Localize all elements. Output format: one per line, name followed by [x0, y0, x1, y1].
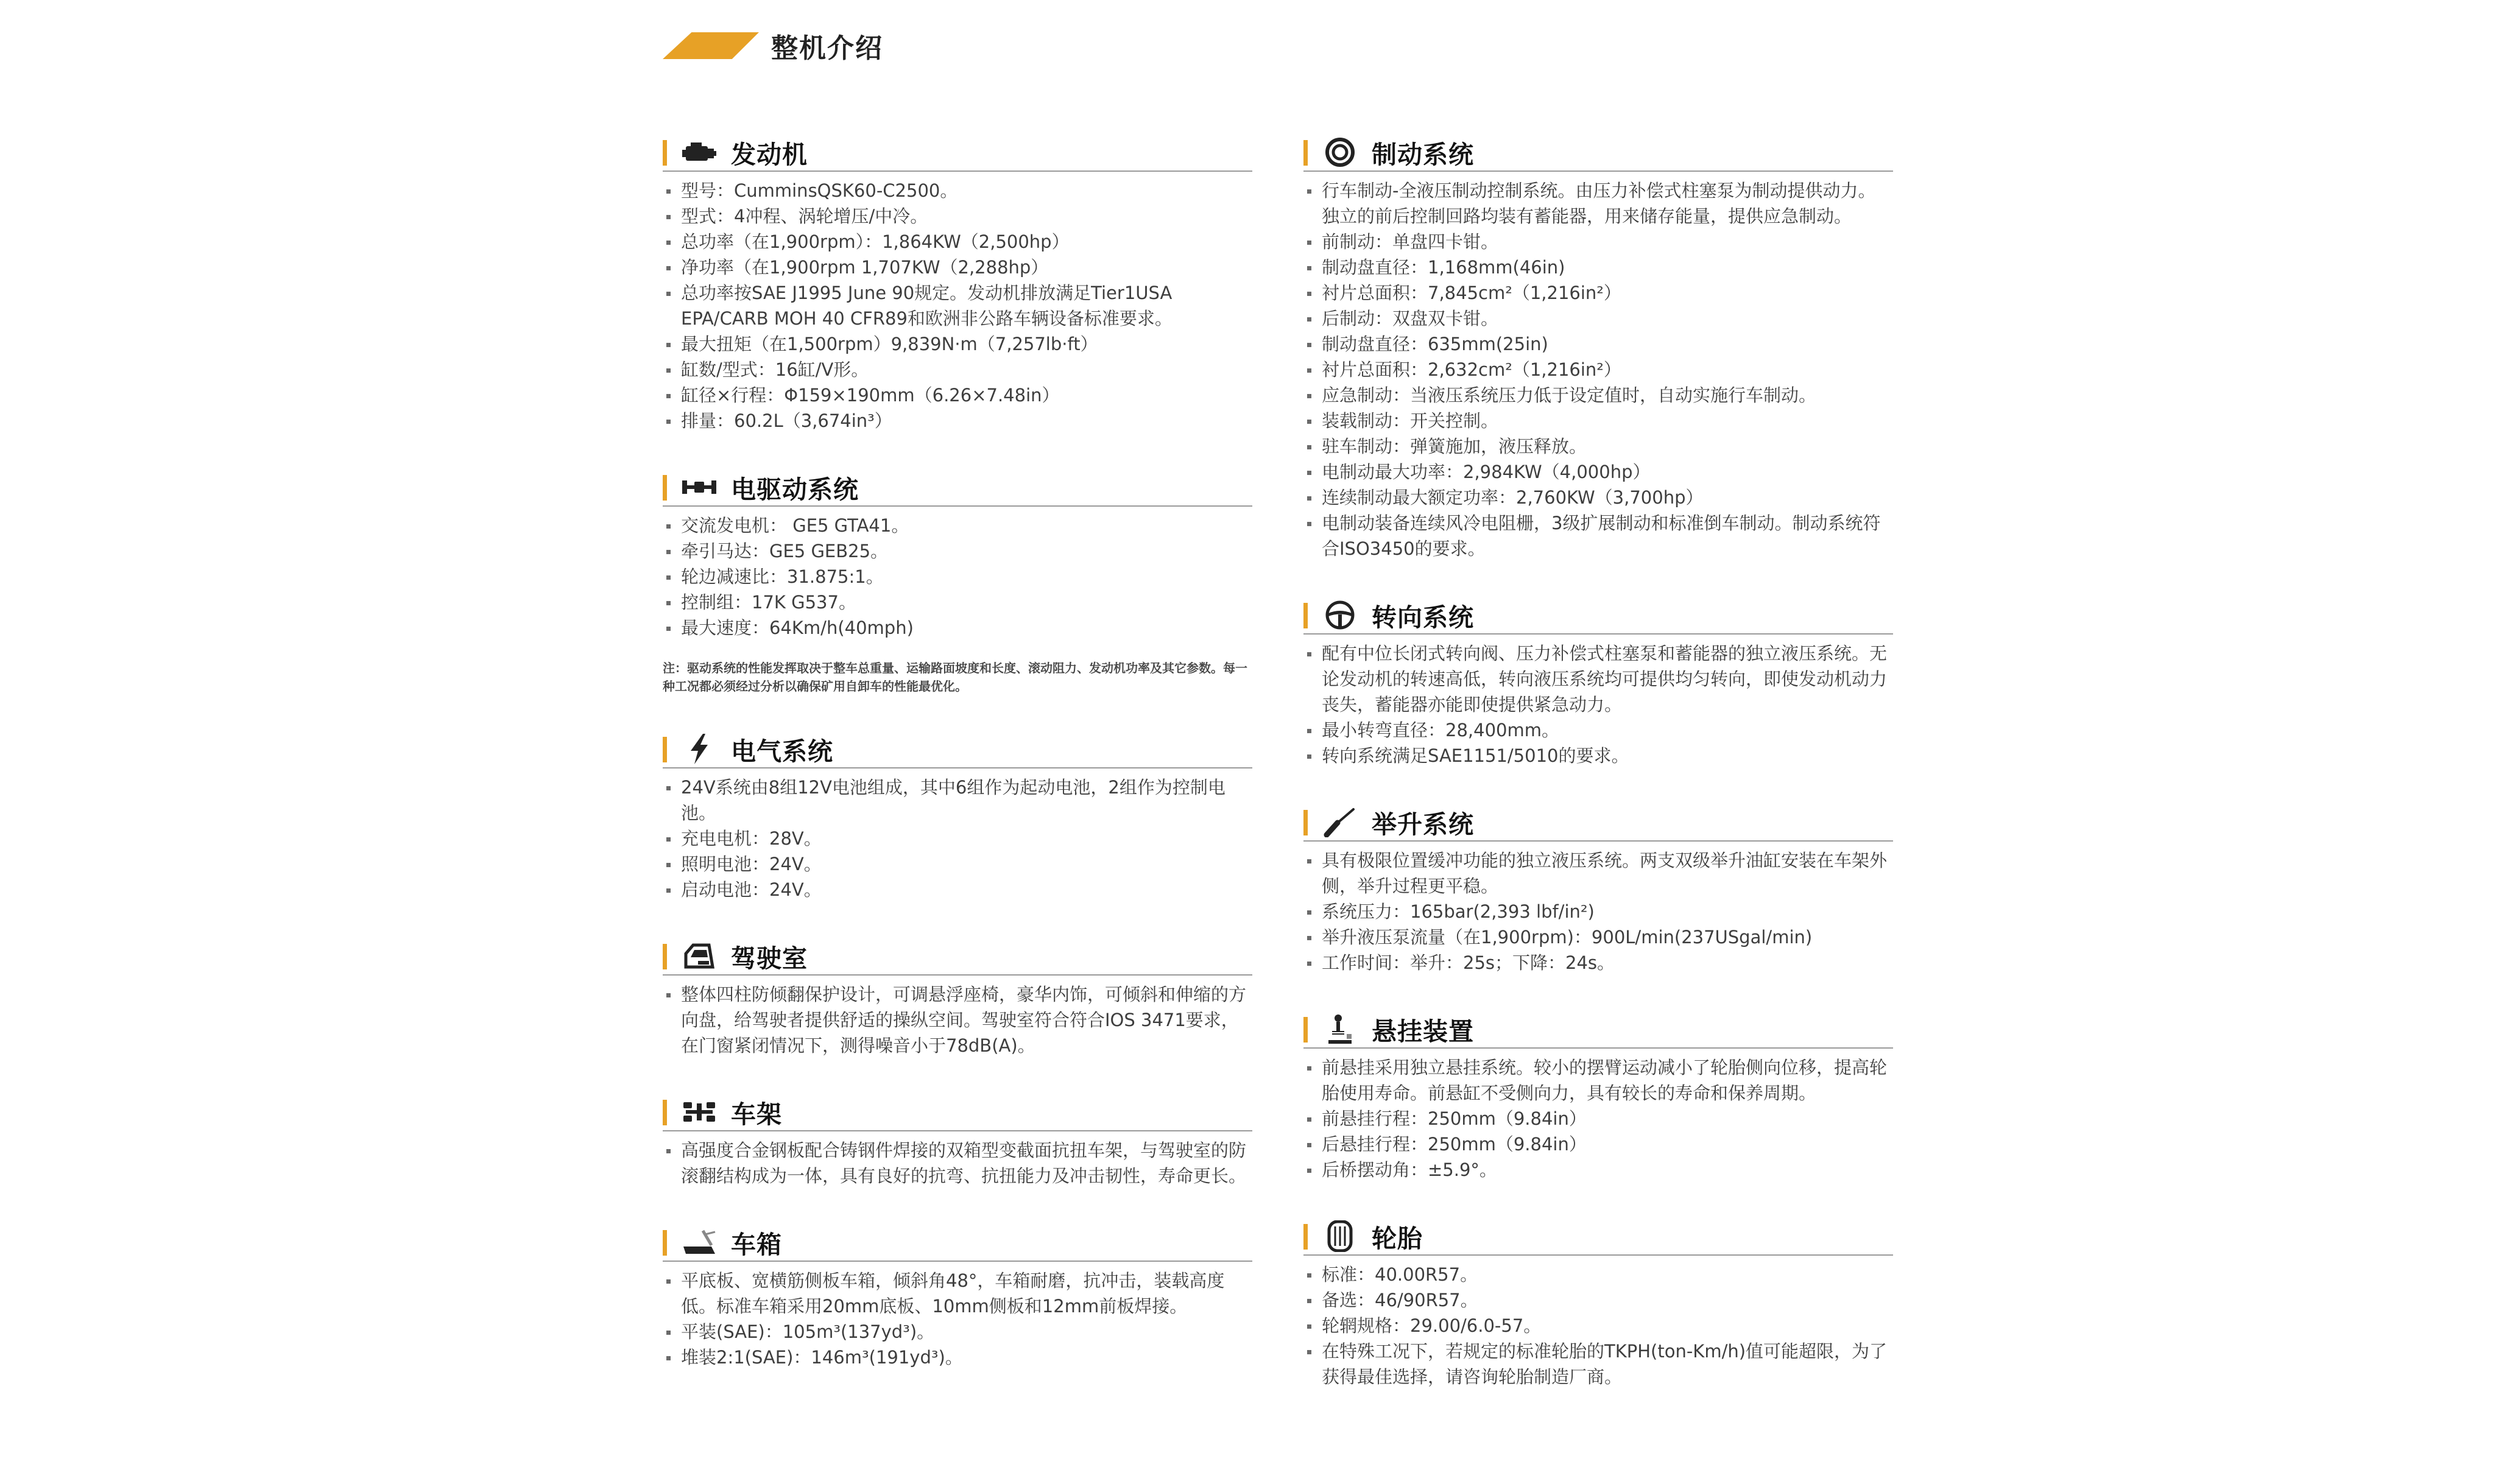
list-item: 控制组：17K G537。 [663, 589, 1252, 615]
spec-list [1303, 178, 1893, 561]
list-item: 衬片总面积：7,845cm²（1,216in²） [1303, 280, 1893, 306]
spec-list [1303, 1262, 1893, 1390]
section-title: 制动系统 [1372, 139, 1474, 169]
list-item: 备选：46/90R57。 [1303, 1287, 1893, 1313]
section-title: 发动机 [731, 139, 808, 169]
list-item: 转向系统满足SAE1151/5010的要求。 [1303, 743, 1893, 768]
section-cab [663, 938, 1252, 1058]
section-header [1303, 134, 1893, 172]
cab-icon [681, 942, 718, 970]
section-frame [663, 1094, 1252, 1189]
list-item: 整体四柱防倾翻保护设计，可调悬浮座椅，豪华内饰，可倾斜和伸缩的方向盘，给驾驶者提供舒适的操纵空间。驾驶室符合符合IOS 3471要求，在门窗紧闭情况下，测得噪音小于78dB(A)。 [663, 982, 1252, 1058]
drive-axle-icon [681, 473, 718, 501]
section-title: 车箱 [731, 1229, 782, 1259]
section-title: 轮胎 [1372, 1223, 1423, 1253]
list-item: 缸径×行程：Φ159×190mm（6.26×7.48in） [663, 382, 1252, 408]
list-item: 衬片总面积：2,632cm²（1,216in²） [1303, 357, 1893, 382]
list-item: 制动盘直径：1,168mm(46in) [1303, 255, 1893, 280]
list-item: 标准：40.00R57。 [1303, 1262, 1893, 1287]
section-title: 转向系统 [1372, 602, 1474, 632]
spec-list [663, 178, 1252, 434]
list-item: 后悬挂行程：250mm（9.84in） [1303, 1131, 1893, 1157]
list-item: 交流发电机： GE5 GTA41。 [663, 513, 1252, 538]
list-item: 轮辋规格：29.00/6.0-57。 [1303, 1313, 1893, 1338]
section-header [663, 938, 1252, 976]
list-item: 充电电机：28V。 [663, 826, 1252, 851]
list-item: 前制动：单盘四卡钳。 [1303, 229, 1893, 255]
section-steering [1303, 597, 1893, 768]
brake-disc-icon [1322, 138, 1358, 166]
section-title: 电驱动系统 [731, 474, 859, 504]
spec-list [663, 1268, 1252, 1370]
suspension-icon [1322, 1015, 1358, 1043]
dump-body-icon [681, 1228, 718, 1256]
list-item: 连续制动最大额定功率：2,760KW（3,700hp） [1303, 485, 1893, 510]
spec-list [663, 513, 1252, 641]
list-item: 牵引马达：GE5 GEB25。 [663, 538, 1252, 564]
list-item: 前悬挂行程：250mm（9.84in） [1303, 1106, 1893, 1131]
list-item: 排量：60.2L（3,674in³） [663, 408, 1252, 434]
list-item: 系统压力：165bar(2,393 lbf/in²) [1303, 899, 1893, 924]
list-item: 平装(SAE)：105m³(137yd³)。 [663, 1319, 1252, 1345]
section-title: 车架 [731, 1099, 782, 1129]
list-item: 照明电池：24V。 [663, 851, 1252, 877]
section-header [663, 731, 1252, 768]
section-header [663, 1224, 1252, 1262]
section-header [663, 134, 1252, 172]
list-item: 型号：CumminsQSK60-C2500。 [663, 178, 1252, 203]
list-item: 总功率（在1,900rpm）：1,864KW（2,500hp） [663, 229, 1252, 255]
spec-list [1303, 848, 1893, 976]
section-title: 举升系统 [1372, 809, 1474, 839]
list-item: 前悬挂采用独立悬挂系统。较小的摆臂运动减小了轮胎侧向位移，提高轮胎使用寿命。前悬缸不受侧向力，具有较长的寿命和保养周期。 [1303, 1055, 1893, 1106]
list-item: 平底板、宽横筋侧板车箱，倾斜角48°，车箱耐磨，抗冲击，装载高度低。标准车箱采用20mm底板、10mm侧板和12mm前板焊接。 [663, 1268, 1252, 1319]
list-item: 电制动最大功率：2,984KW（4,000hp） [1303, 459, 1893, 485]
hoist-cylinder-icon [1322, 808, 1358, 836]
engine-icon [681, 138, 718, 166]
spec-list [1303, 641, 1893, 768]
list-item: 堆装2:1(SAE)：146m³(191yd³)。 [663, 1345, 1252, 1370]
frame-icon [681, 1098, 718, 1126]
list-item: 制动盘直径：635mm(25in) [1303, 331, 1893, 357]
list-item: 在特殊工况下，若规定的标准轮胎的TKPH(ton-Km/h)值可能超限，为了获得最佳选择，请咨询轮胎制造厂商。 [1303, 1338, 1893, 1390]
list-item: 高强度合金钢板配合铸钢件焊接的双箱型变截面抗扭车架，与驾驶室的防滚翻结构成为一体，具有良好的抗弯、抗扭能力及冲击韧性，寿命更长。 [663, 1138, 1252, 1189]
list-item: 净功率（在1,900rpm 1,707KW（2,288hp） [663, 255, 1252, 280]
section-header [1303, 1218, 1893, 1256]
list-item: 驻车制动：弹簧施加，液压释放。 [1303, 434, 1893, 459]
section-hoist [1303, 804, 1893, 976]
section-title: 驾驶室 [731, 943, 808, 973]
page-header [663, 24, 883, 67]
lightning-icon [681, 735, 718, 763]
drive-note: 注：驱动系统的性能发挥取决于整车总重量、运输路面坡度和长度、滚动阻力、发动机功率及其它参数。每一种工况都必须经过分析以确保矿用自卸车的性能最优化。 [663, 661, 1247, 694]
list-item: 型式：4冲程、涡轮增压/中冷。 [663, 203, 1252, 229]
list-item: 启动电池：24V。 [663, 877, 1252, 902]
spec-list [663, 1138, 1252, 1189]
section-brake [1303, 134, 1893, 561]
list-item: 行车制动-全液压制动控制系统。由压力补偿式柱塞泵为制动提供动力。独立的前后控制回路均装有蓄能器，用来储存能量，提供应急制动。 [1303, 178, 1893, 229]
spec-list [663, 775, 1252, 902]
section-title: 电气系统 [731, 736, 833, 766]
section-title: 悬挂装置 [1372, 1016, 1474, 1046]
section-header [663, 1094, 1252, 1131]
section-header [663, 469, 1252, 507]
list-item: 装载制动：开关控制。 [1303, 408, 1893, 434]
spec-list [1303, 1055, 1893, 1183]
list-item: 举升液压泵流量（在1,900rpm)：900L/min(237USgal/min) [1303, 924, 1893, 950]
spec-list [663, 982, 1252, 1058]
header-accent-bar [663, 32, 759, 59]
section-electrical [663, 731, 1252, 902]
list-item: 配有中位长闭式转向阀、压力补偿式柱塞泵和蓄能器的独立液压系统。无论发动机的转速高低，转向液压系统均可提供均匀转向，即使发动机动力丧失，蓄能器亦能即使提供紧急动力。 [1303, 641, 1893, 717]
list-item: 电制动装备连续风冷电阻栅，3级扩展制动和标准倒车制动。制动系统符合ISO3450的要求。 [1303, 510, 1893, 561]
section-body [663, 1224, 1252, 1370]
list-item: 轮边减速比：31.875:1。 [663, 564, 1252, 589]
list-item: 应急制动：当液压系统压力低于设定值时，自动实施行车制动。 [1303, 382, 1893, 408]
left-column [663, 134, 1252, 1405]
section-header [1303, 597, 1893, 635]
section-suspension [1303, 1011, 1893, 1183]
section-header [1303, 1011, 1893, 1049]
list-item: 工作时间：举升：25s；下降：24s。 [1303, 950, 1893, 976]
right-column [1303, 134, 1893, 1425]
tire-icon [1322, 1222, 1358, 1250]
list-item: 后制动：双盘双卡钳。 [1303, 306, 1893, 331]
list-item: 最大速度：64Km/h(40mph) [663, 615, 1252, 641]
page-title: 整机介绍 [771, 33, 883, 64]
section-tires [1303, 1218, 1893, 1390]
list-item: 后桥摆动角：±5.9°。 [1303, 1157, 1893, 1183]
steering-wheel-icon [1322, 601, 1358, 629]
section-drive [663, 469, 1252, 695]
section-header [1303, 804, 1893, 842]
list-item: 最小转弯直径：28,400mm。 [1303, 717, 1893, 743]
list-item: 24V系统由8组12V电池组成，其中6组作为起动电池，2组作为控制电池。 [663, 775, 1252, 826]
list-item: 总功率按SAE J1995 June 90规定。发动机排放满足Tier1USA EPA/CARB MOH 40 CFR89和欧洲非公路车辆设备标准要求。 [663, 280, 1252, 331]
list-item: 缸数/型式：16缸/V形。 [663, 357, 1252, 382]
list-item: 具有极限位置缓冲功能的独立液压系统。两支双级举升油缸安装在车架外侧，举升过程更平稳。 [1303, 848, 1893, 899]
section-engine [663, 134, 1252, 434]
list-item: 最大扭矩（在1,500rpm）9,839N·m（7,257lb·ft） [663, 331, 1252, 357]
